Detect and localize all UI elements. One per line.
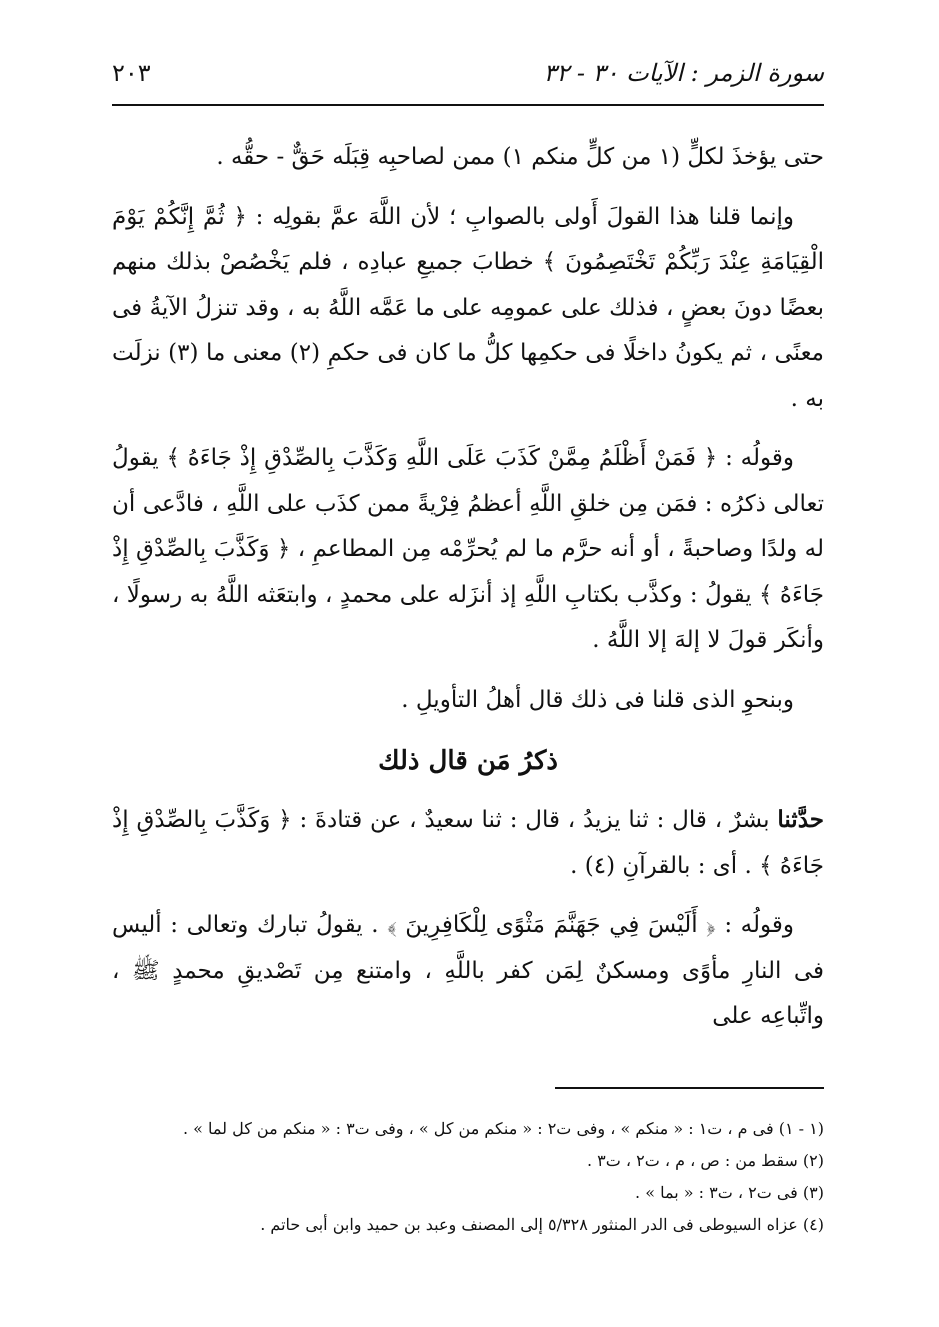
footnote-3: (٣) فى ت٢ ، ت٣ : « بما » . (635, 1183, 824, 1202)
paragraph-text: بشرٌ ، قال : ثنا يزيدُ ، قال : ثنا سعيدٌ ، عن قتادةَ : ﴿ وَكَذَّبَ بِالصِّدْقِ إِذْ جَاءَهُ ﴾ . أى : بالقرآنِ (٤) . (112, 807, 824, 879)
footnote-separator (555, 1087, 824, 1089)
footnote-2: (٢) سقط من : ص ، م ، ت٢ ، ت٣ . (586, 1151, 824, 1170)
footnote-4: (٤) عزاه السيوطى فى الدر المنثور ٥/٣٢٨ إلى المصنف وعبد بن حميد وابن أبى حاتم . (260, 1215, 824, 1234)
paragraph-text: وقولُه : ﴿ أَلَيْسَ فِي جَهَنَّمَ مَثْوًى لِلْكَافِرِينَ ﴾ . يقولُ تبارك وتعالى : أليس فى النارِ مأوًى ومسكنٌ لِمَن كفر باللَّهِ ، وامتنع مِن تَصْديقِ محمدٍ ﷺ ، واتِّباعِه على (112, 912, 824, 1029)
paragraph-text: وإنما قلنا هذا القولَ أَولى بالصوابِ ؛ لأن اللَّهَ عمَّ بقولِه : ﴿ ثُمَّ إِنَّكُمْ يَوْمَ الْقِيَامَةِ عِنْدَ رَبِّكُمْ تَخْتَصِمُونَ ﴾ خطابَ جميعِ عبادِه ، فلم يَخْصُصْ بذلك منهم بعضًا دونَ بعضٍ ، فذلك على عمومِه على ما عَمَّه اللَّهُ به ، وقد تنزلُ الآيةُ فى معنًى ، ثم يكونُ داخلًا فى حكمِها كلُّ ما كان فى حكمِ (٢) معنى ما (٣) نزلَت به . (112, 203, 825, 412)
paragraph-2 (112, 195, 824, 423)
running-title: سورة الزمر : الآيات ٣٠ - ٣٢ (543, 59, 824, 87)
paragraph-3 (112, 436, 824, 664)
page-number: ٢٠٣ (112, 59, 151, 87)
paragraph-6 (112, 903, 824, 1040)
header-rule (112, 104, 824, 106)
section-heading: ذكرُ مَن قال ذلك (378, 746, 558, 776)
paragraph-4 (112, 678, 824, 724)
paragraph-text: وقولُه : ﴿ فَمَنْ أَظْلَمُ مِمَّنْ كَذَبَ عَلَى اللَّهِ وَكَذَّبَ بِالصِّدْقِ إِذْ جَاءَهُ ﴾ يقولُ تعالى ذكرُه : فمَن مِن خلقِ اللَّهِ أعظمُ فِرْيةً ممن كذَب على اللَّهِ ، فادَّعى أن له ولدًا وصاحبةً ، أو أنه حرَّم ما لم يُحرِّمْه مِن المطاعمِ ، ﴿ وَكَذَّبَ بِالصِّدْقِ إِذْ جَاءَهُ ﴾ يقولُ : وكذَّب بكتابِ اللَّهِ إذ أنزَله على محمدٍ ، وابتعَثه اللَّهُ به رسولًا ، وأنكَر قولَ لا إلهَ إلا اللَّهُ . (112, 445, 824, 653)
paragraph-text: وبنحوِ الذى قلنا فى ذلك قال أهلُ التأويلِ . (401, 686, 794, 713)
main-text (112, 135, 824, 1054)
footnotes (112, 1113, 824, 1241)
running-header (112, 50, 824, 96)
paragraph-5 (112, 797, 824, 889)
paragraph-text: حتى يؤخذَ لكلٍّ (١ من كلٍّ منكم ١) ممن لصاحبِه قِبَلَه حَقٌّ - حقُّه . (216, 144, 824, 170)
isnad-lead: حدَّثنا (777, 806, 824, 833)
paragraph-1 (112, 135, 824, 181)
footnote-1: (١ - ١) فى م ، ت١ : « منكم » ، وفى ت٢ : « منكم من كل » ، وفى ت٣ : « منكم من كل لما » . (182, 1119, 824, 1138)
